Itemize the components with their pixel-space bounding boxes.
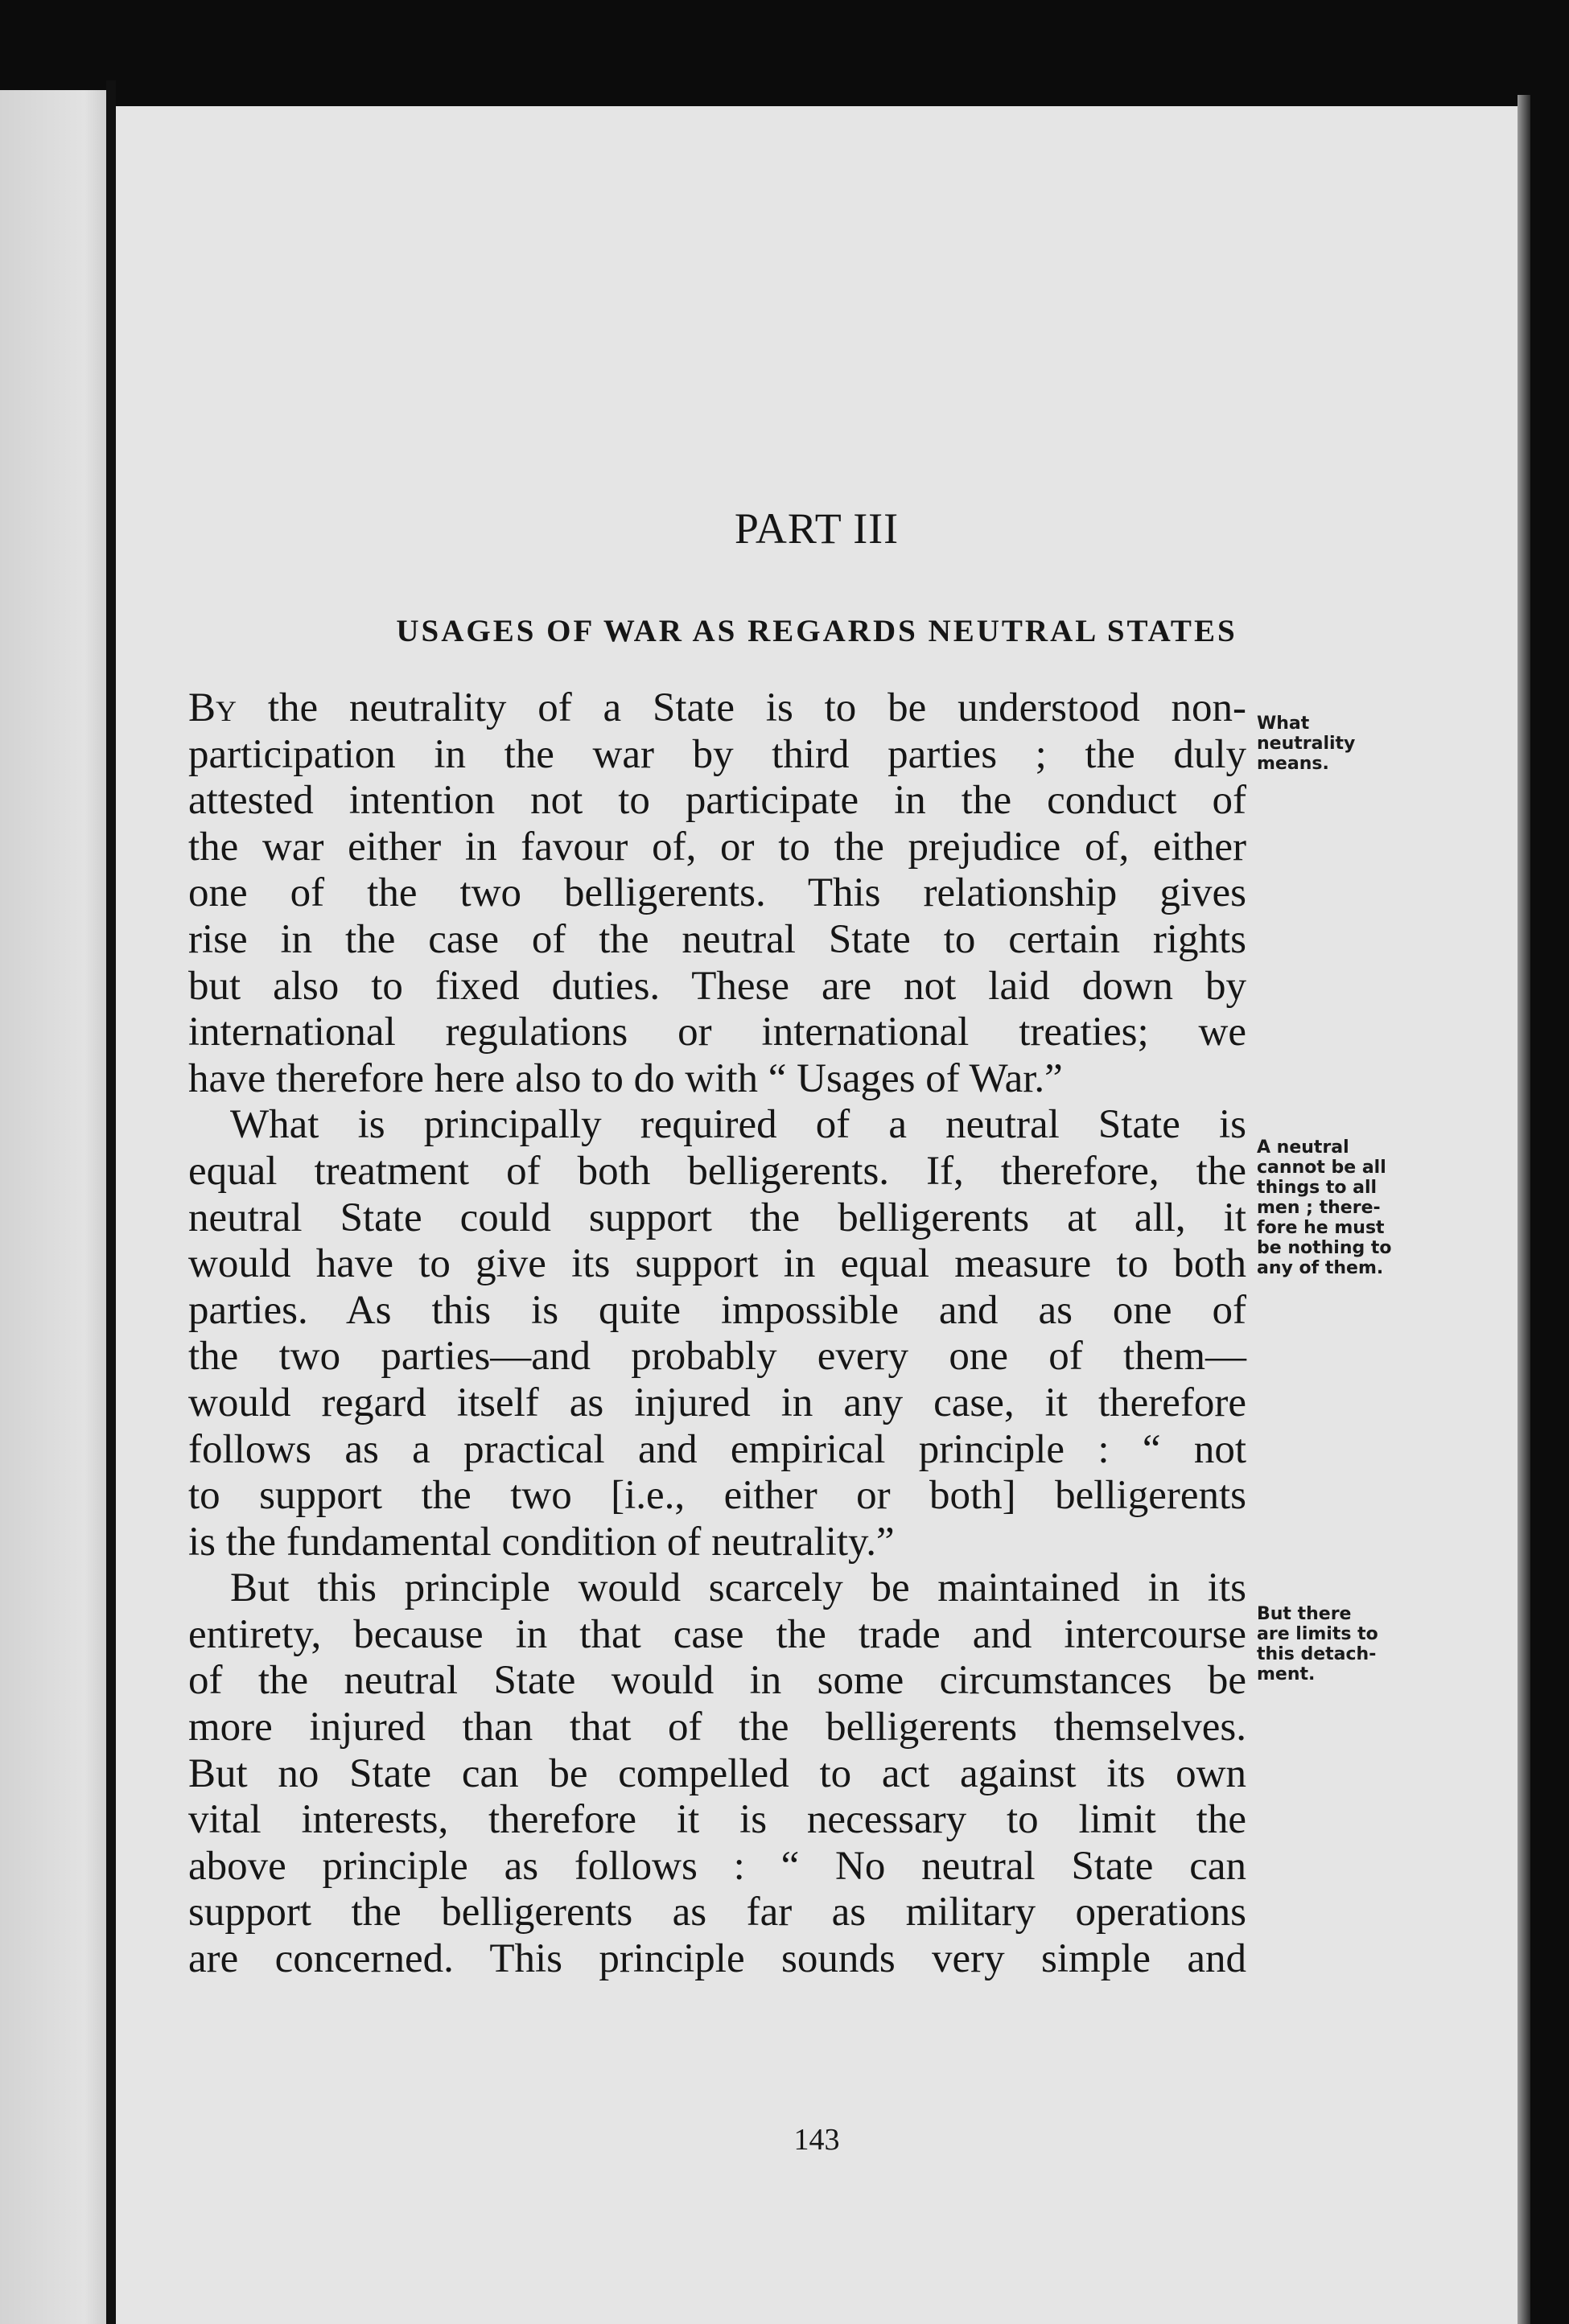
page-number: 143 [793, 2123, 840, 2157]
book-gutter [106, 80, 116, 2324]
text-line: equal treatment of both belligerents. If, therefore, the [188, 1148, 1246, 1194]
opening-word: By [188, 685, 237, 730]
text-line: more injured than that of the belligerents themselves. [188, 1705, 1246, 1750]
text-line: international regulations or international treaties; we [188, 1010, 1246, 1055]
section-heading: USAGES OF WAR AS REGARDS NEUTRAL STATES [396, 614, 1237, 648]
text-line: the war either in favour of, or to the prejudice of, either [188, 824, 1246, 870]
text-line: but also to fixed duties. These are not laid down by [188, 963, 1246, 1009]
text-line: is the fundamental condition of neutrality.” [188, 1519, 895, 1565]
body-text [188, 685, 1246, 1983]
paragraph [188, 685, 1246, 1102]
text-line: entirety, because in that case the trade and intercourse [188, 1611, 1246, 1657]
paragraph [188, 1565, 1246, 1982]
text-line: follows as a practical and empirical principle : “ not [188, 1426, 1246, 1472]
text-line: rise in the case of the neutral State to certain rights [188, 916, 1246, 962]
text-line: attested intention not to participate in the conduct of [188, 778, 1246, 824]
text-line: But no State can be compelled to act against its own [188, 1750, 1246, 1796]
marginal-note-neutrality: What neutrality means. [1257, 714, 1356, 774]
text-line: of the neutral State would in some circumstances be [188, 1658, 1246, 1704]
text-line: neutral State could support the belligerents at all, it [188, 1195, 1246, 1240]
text-line: would regard itself as injured in any case, it therefore [188, 1380, 1246, 1425]
text-line: vital interests, therefore it is necessary to limit the [188, 1797, 1246, 1843]
text-line: would have to give its support in equal measure to both [188, 1241, 1246, 1287]
marginal-note-limits: But there are limits to this detach- ment. [1257, 1604, 1378, 1684]
paragraph [188, 1102, 1246, 1565]
book-page [116, 106, 1518, 2324]
text-line: are concerned. This principle sounds very simple and [188, 1936, 1246, 1982]
page-edge-shadow [1518, 95, 1530, 2324]
part-title: PART III [734, 504, 900, 553]
text-line: What is principally required of a neutral State is [230, 1102, 1246, 1148]
text-line: above principle as follows : “ No neutral State can [188, 1843, 1246, 1889]
text-line: But this principle would scarcely be maintained in its [230, 1565, 1246, 1611]
text-line: one of the two belligerents. This relationship gives [188, 870, 1246, 916]
text-line: By the neutrality of a State is to be understood non- [188, 685, 1247, 730]
text-line: the two parties—and probably every one of them— [188, 1334, 1246, 1380]
text-line: support the belligerents as far as military operations [188, 1890, 1246, 1935]
text-line: have therefore here also to do with “ Usages of War.” [188, 1055, 1063, 1101]
marginal-note-neutral-nothing: A neutral cannot be all things to all men ; there- fore he must be nothing to any of them. [1257, 1137, 1392, 1278]
text-line: participation in the war by third parties ; the duly [188, 731, 1246, 777]
text-line: to support the two [i.e., either or both] belligerents [188, 1473, 1246, 1519]
facing-page-edge [0, 90, 106, 2324]
text-line: parties. As this is quite impossible and as one of [188, 1287, 1246, 1333]
